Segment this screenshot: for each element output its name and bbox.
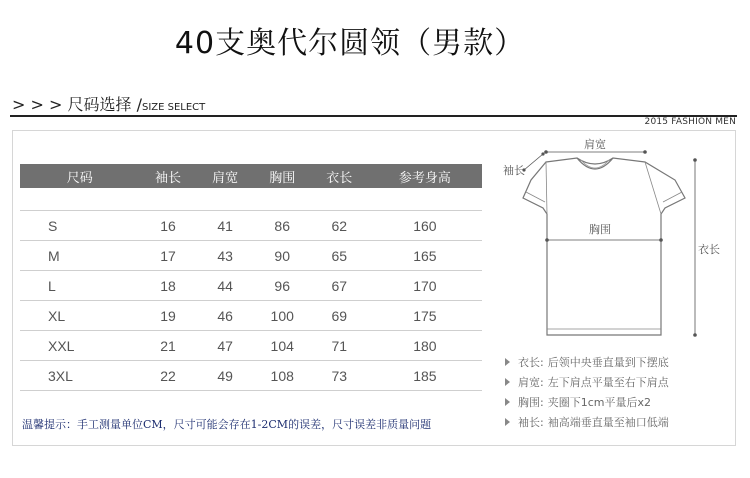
chest-marker-right [659, 238, 663, 242]
col-header: 参考身高 [368, 164, 482, 188]
table-cell: L [20, 271, 140, 301]
legend-item [505, 352, 669, 372]
sleeve-measure-line [524, 154, 543, 170]
table-cell: 43 [197, 241, 254, 271]
table-cell: 16 [140, 211, 197, 241]
table-row [20, 331, 482, 361]
triangle-bullet-icon [505, 378, 510, 386]
size-note: 温馨提示：手工测量单位CM，尺寸可能会存在1-2CM的误差，尺寸误差非质量问题 [22, 418, 432, 431]
sleeve-marker-top [541, 152, 544, 155]
chest-marker-left [545, 238, 549, 242]
table-cell: 175 [368, 301, 482, 331]
table-cell: S [20, 211, 140, 241]
table-cell: 104 [254, 331, 311, 361]
table-cell: 108 [254, 361, 311, 391]
table-cell: XXL [20, 331, 140, 361]
table-cell: 3XL [20, 361, 140, 391]
legend-desc: 袖高端垂直量至袖口低端 [547, 416, 669, 429]
triangle-bullet-icon [505, 358, 510, 366]
table-cell: 86 [254, 211, 311, 241]
legend-key: 衣长: [518, 356, 544, 369]
table-header-row [20, 164, 482, 188]
table-cell: 71 [311, 331, 368, 361]
legend-item [505, 392, 669, 412]
length-marker-top [693, 158, 697, 162]
tshirt-outline [523, 158, 685, 335]
section-heading [12, 92, 205, 115]
chest-label: 胸围 [589, 223, 611, 236]
table-cell: 65 [311, 241, 368, 271]
table-spacer-row [20, 188, 482, 211]
legend-key: 肩宽: [518, 376, 544, 389]
legend-desc: 夹圈下1cm平量后x2 [547, 396, 651, 409]
page-title: 40支奥代尔圆领（男款） [174, 26, 526, 61]
col-header: 尺码 [20, 164, 140, 188]
table-cell: 41 [197, 211, 254, 241]
col-header: 衣长 [311, 164, 368, 188]
table-row [20, 241, 482, 271]
table-cell: 22 [140, 361, 197, 391]
table-cell: XL [20, 301, 140, 331]
table-cell: 73 [311, 361, 368, 391]
table-row [20, 271, 482, 301]
table-cell: 47 [197, 331, 254, 361]
length-marker-bottom [693, 333, 697, 337]
table-cell: 90 [254, 241, 311, 271]
table-cell: 160 [368, 211, 482, 241]
table-cell: 17 [140, 241, 197, 271]
legend-key: 袖长: [518, 416, 544, 429]
table-cell: 62 [311, 211, 368, 241]
table-cell: 180 [368, 331, 482, 361]
table-cell: 67 [311, 271, 368, 301]
table-cell: 21 [140, 331, 197, 361]
table-row [20, 361, 482, 391]
table-row [20, 211, 482, 241]
shoulder-marker-left [544, 150, 548, 154]
legend-item [505, 372, 669, 392]
table-cell: 96 [254, 271, 311, 301]
sleeve-label: 袖长 [503, 164, 525, 177]
table-cell: 44 [197, 271, 254, 301]
table-cell: 49 [197, 361, 254, 391]
shoulder-marker-right [643, 150, 647, 154]
header-rule [10, 115, 737, 117]
table-cell: 19 [140, 301, 197, 331]
table-cell: 170 [368, 271, 482, 301]
table-row [20, 301, 482, 331]
shoulder-label: 肩宽 [584, 138, 606, 151]
triangle-bullet-icon [505, 398, 510, 406]
legend-item [505, 412, 669, 432]
col-header: 肩宽 [197, 164, 254, 188]
col-header: 袖长 [140, 164, 197, 188]
section-subtitle: SIZE SELECT [141, 102, 206, 113]
table-cell: 165 [368, 241, 482, 271]
measurement-legend [505, 352, 669, 432]
table-cell: M [20, 241, 140, 271]
triangle-bullet-icon [505, 418, 510, 426]
table-cell: 18 [140, 271, 197, 301]
table-cell: 69 [311, 301, 368, 331]
table-cell: 46 [197, 301, 254, 331]
legend-desc: 后领中央垂直量到下摆底 [547, 356, 669, 369]
section-label: > > > 尺码选择 / [12, 95, 142, 114]
col-header: 胸围 [254, 164, 311, 188]
brand-label: 2015 FASHION MEN [644, 117, 736, 127]
table-cell: 185 [368, 361, 482, 391]
size-table [20, 164, 482, 391]
legend-desc: 左下肩点平量至右下肩点 [547, 376, 669, 389]
legend-key: 胸围: [518, 396, 544, 409]
tshirt-diagram [495, 130, 735, 350]
table-cell: 100 [254, 301, 311, 331]
length-label: 衣长 [698, 243, 720, 256]
